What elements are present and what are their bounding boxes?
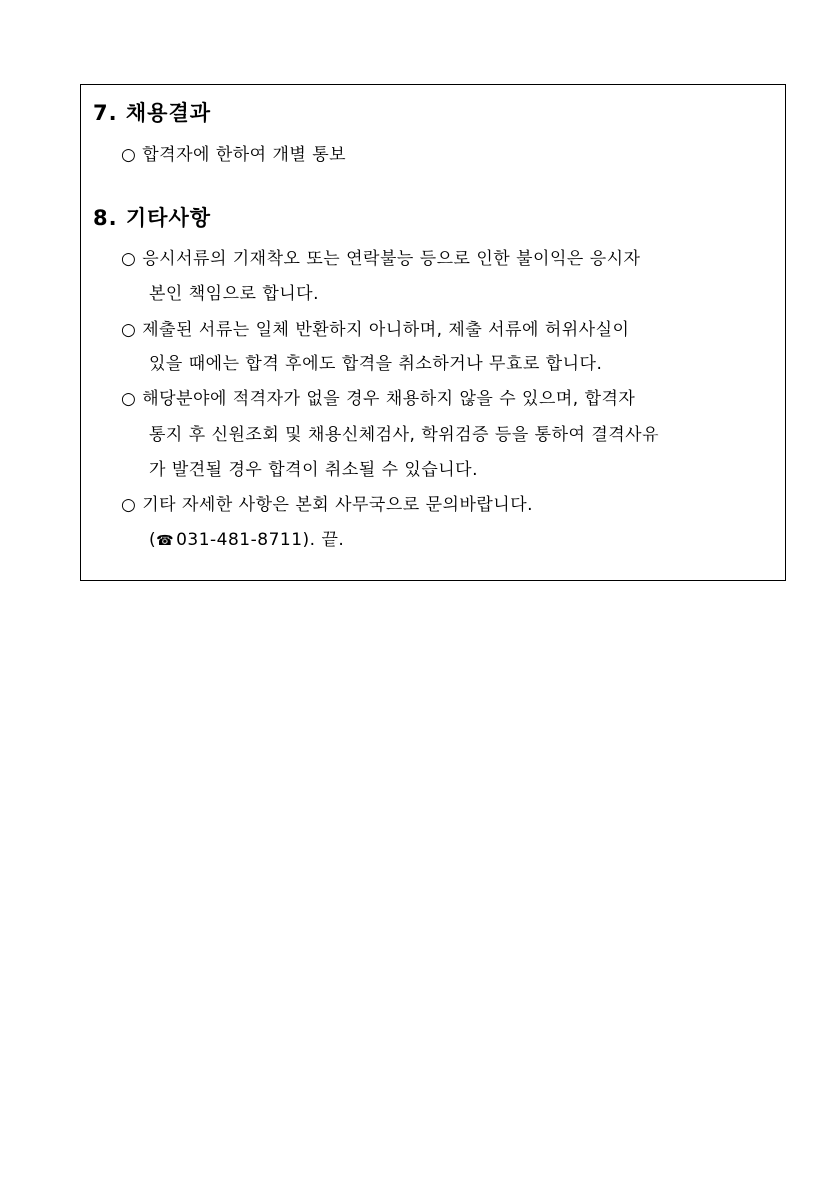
telephone-icon: ☎ [156,533,175,549]
item-text: 기타 자세한 사항은 본회 사무국으로 문의바랍니다. [142,495,534,515]
section-8-item-4 [121,490,533,515]
section-8-item-1-continuation: 본인 책임으로 합니다. [149,284,320,304]
section-7-item-1 [121,140,346,165]
contact-close: ). 끝. [302,530,345,550]
section-8-item-3-continuation-1: 통지 후 신원조회 및 채용신체검사, 학위검증 등을 통하여 결격사유 [149,425,660,445]
section-8-item-3 [121,384,635,409]
contact-line [149,525,344,550]
bullet-circle: ○ [121,320,137,340]
notice-box [80,84,786,581]
bullet-circle: ○ [121,249,137,269]
section-8-heading: 8. 기타사항 [93,206,212,230]
section-8-item-2-continuation: 있을 때에는 합격 후에도 합격을 취소하거나 무효로 합니다. [149,354,603,374]
section-7-heading: 7. 채용결과 [93,101,212,125]
item-text: 합격자에 한하여 개별 통보 [142,145,347,165]
bullet-circle: ○ [121,145,137,165]
contact-phone: 031-481-8711 [176,530,303,550]
section-8-item-3-continuation-2: 가 발견될 경우 합격이 취소될 수 있습니다. [149,460,479,480]
bullet-circle: ○ [121,495,137,515]
item-text: 응시서류의 기재착오 또는 연락불능 등으로 인한 불이익은 응시자 [142,249,641,269]
bullet-circle: ○ [121,389,137,409]
contact-open: ( [149,530,157,550]
item-text: 해당분야에 적격자가 없을 경우 채용하지 않을 수 있으며, 합격자 [142,389,636,409]
section-8-item-1 [121,244,640,269]
section-8-item-2 [121,315,629,340]
item-text: 제출된 서류는 일체 반환하지 아니하며, 제출 서류에 허위사실이 [142,320,630,340]
